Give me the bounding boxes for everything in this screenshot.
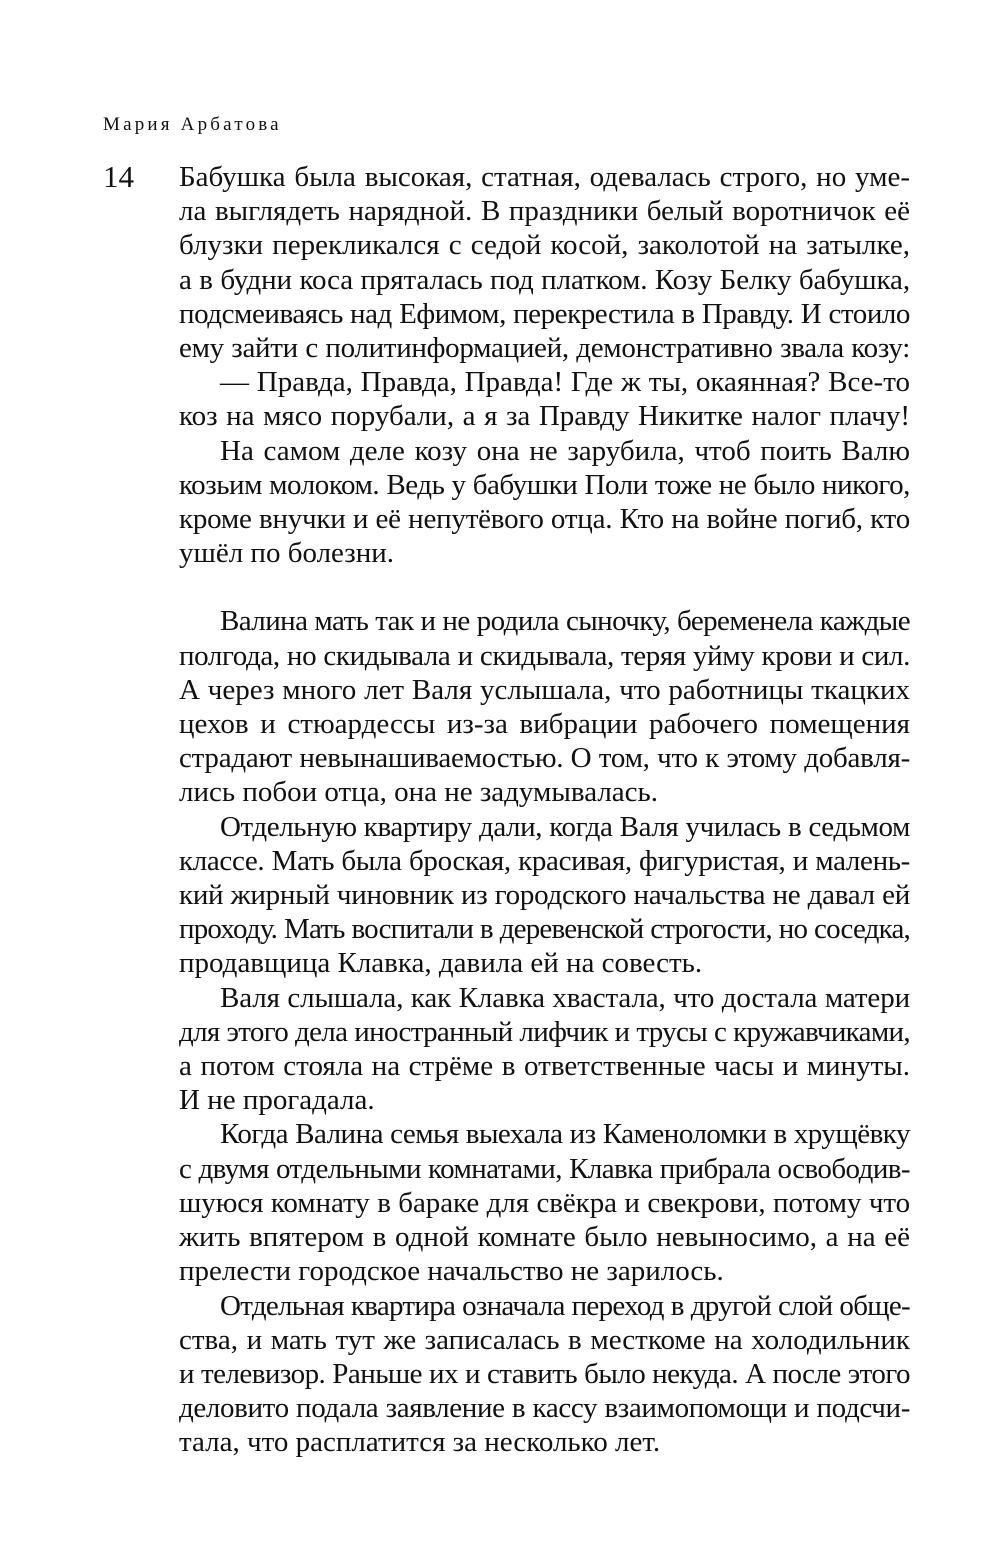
text-line: Отдельная квартира означала переход в другой слой обще- (220, 1289, 910, 1322)
text-line: кий жирный чиновник из городского начальства не давал ей (179, 879, 910, 912)
text-line: проходу. Мать воспитали в деревенской строгости, но соседка, (179, 913, 910, 946)
text-line: Валина мать так и не родила сыночку, беременела каждые (220, 605, 910, 638)
text-line: подсмеиваясь над Ефимом, перекрестила в Правду. И стоило (179, 297, 910, 330)
text-line: страдают невынашиваемостью. О том, что к этому добавля- (179, 742, 910, 775)
running-head-author: Мария Арбатова (103, 114, 282, 135)
text-line: классе. Мать была броская, красивая, фигуристая, и малень- (179, 844, 910, 877)
text-line: ему зайти с политинформацией, демонстративно звала козу: (179, 332, 910, 365)
text-line: Бабушка была высокая, статная, одевалась строго, но уме- (179, 161, 910, 193)
text-line: лись побои отца, она не задумывалась. (179, 776, 659, 809)
section-break (179, 570, 910, 604)
text-line: а потом стояла на стрёме в ответственные часы и минуты. (179, 1050, 910, 1083)
text-line: продавщица Клавка, давила ей на совесть. (179, 947, 703, 980)
body-text (179, 160, 910, 1460)
text-line: Когда Валина семья выехала из Каменоломки в хрущёвку (220, 1118, 910, 1151)
text-line: ушёл по болезни. (179, 537, 395, 570)
text-line: цехов и стюардессы из-за вибрации рабочего помещения (179, 708, 910, 741)
text-line: блузки перекликался с седой косой, заколотой на затылке, (179, 229, 910, 262)
text-line: полгода, но скидывала и скидывала, теряя уйму крови и сил. (179, 639, 910, 672)
text-line: кроме внучки и её непутёвого отца. Кто на войне погиб, кто (179, 503, 910, 536)
text-line: На самом деле козу она не зарубила, чтоб поить Валю (220, 434, 910, 467)
text-line: И не прогадала. (179, 1084, 375, 1117)
text-line: — Правда, Правда, Правда! Где ж ты, окаянная? Все-то (220, 366, 910, 399)
text-line: Отдельную квартиру дали, когда Валя училась в седьмом (220, 810, 910, 843)
text-line: А через много лет Валя услышала, что работницы ткацких (179, 673, 910, 706)
text-line: и телевизор. Раньше их и ставить было некуда. А после этого (179, 1357, 910, 1390)
text-line: коз на мясо порубали, а я за Правду Никитке налог плачу! (179, 400, 910, 433)
page-number: 14 (103, 159, 134, 194)
text-line: козьим молоком. Ведь у бабушки Поли тоже не было никого, (179, 468, 910, 501)
text-line: ства, и мать тут же записалась в месткоме на холодильник (179, 1323, 910, 1356)
text-line: прелести городское начальство не зарилось. (179, 1255, 724, 1288)
text-line: тала, что расплатится за несколько лет. (179, 1426, 661, 1459)
text-line: с двумя отдельными комнатами, Клавка прибрала освободив- (179, 1152, 910, 1185)
text-line: Валя слышала, как Клавка хвастала, что достала матери (220, 981, 910, 1014)
text-line: а в будни коса пряталась под платком. Козу Белку бабушка, (179, 263, 910, 296)
text-line: шуюся комнату в бараке для свёкра и свекрови, потому что (179, 1186, 910, 1219)
text-line: деловито подала заявление в кассу взаимопомощи и подсчи- (179, 1392, 910, 1425)
text-line: жить впятером в одной комнате было невыносимо, а на её (179, 1221, 910, 1254)
text-line: для этого дела иностранный лифчик и трусы с кружавчиками, (179, 1015, 910, 1048)
text-line: ла выглядеть нарядной. В праздники белый воротничок её (179, 195, 910, 228)
